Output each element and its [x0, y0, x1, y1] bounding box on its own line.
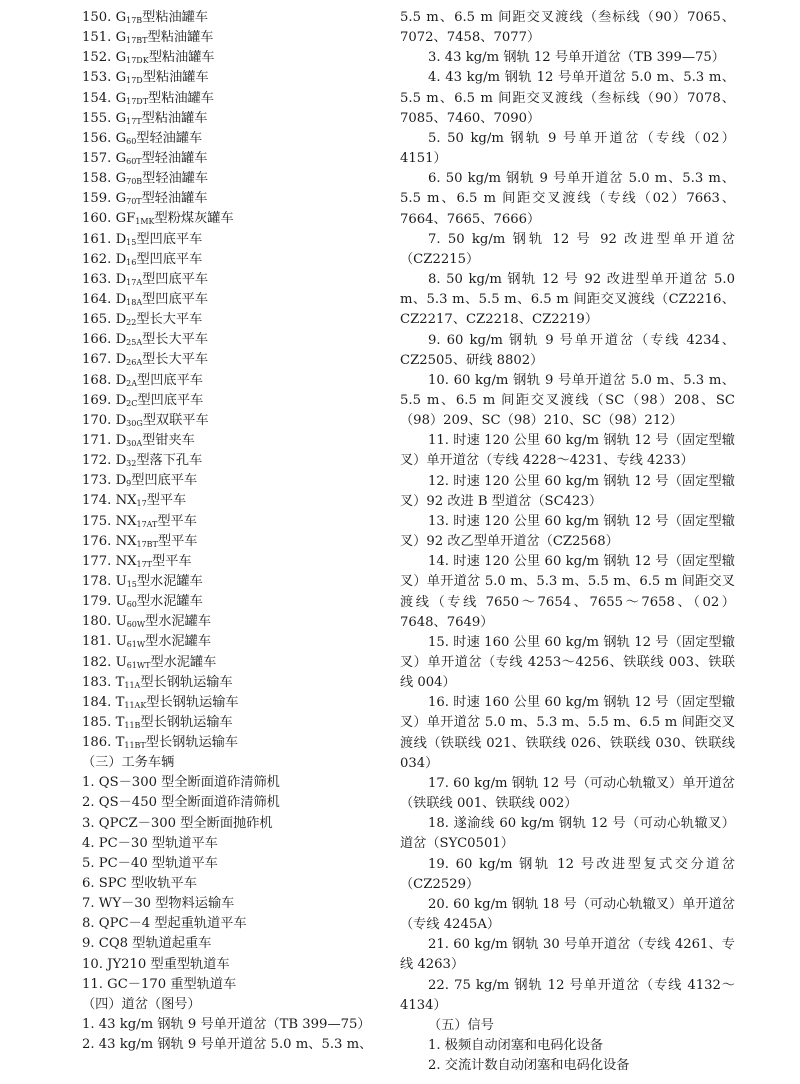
model-letters: T — [115, 674, 125, 690]
model-subscript: 32 — [126, 459, 137, 469]
list-item — [82, 411, 382, 431]
list-item — [82, 854, 382, 874]
item-number: 158. — [82, 171, 116, 187]
model-subscript: 60 — [126, 136, 137, 146]
item-number: 179. — [82, 594, 116, 610]
model-subscript: 61W — [126, 640, 146, 650]
model-subscript: 17T — [136, 559, 153, 569]
item-text: 型长钢轨运输车 — [140, 674, 233, 690]
item-number: 178. — [82, 573, 116, 589]
list-item — [82, 68, 382, 88]
list-item — [82, 471, 382, 491]
item-number: 6. SPC 型收轨平车 — [82, 876, 197, 892]
list-item — [82, 512, 382, 532]
item-number: 182. — [82, 654, 116, 670]
list-item — [82, 270, 382, 290]
model-subscript: 17B — [126, 16, 143, 25]
item-text: 型凹底平车 — [136, 251, 203, 267]
model-letters: D — [115, 291, 127, 307]
list-item — [82, 834, 382, 854]
item-number: 2. 43 kg/m 钢轨 9 号单开道岔 5.0 m、5.3 m、 — [82, 1037, 373, 1053]
item-number: 170. — [82, 412, 116, 428]
item-text: 型凹底平车 — [137, 372, 203, 388]
item-number: 173. — [82, 473, 116, 489]
item-number: 152. — [82, 50, 116, 66]
item-text: 型水泥罐车 — [136, 594, 203, 610]
list-item — [82, 290, 382, 310]
item-number: 186. — [82, 735, 116, 751]
model-letters: D — [115, 372, 127, 388]
model-letters: NX — [115, 553, 137, 569]
model-subscript: 17A — [126, 277, 143, 287]
item-number: 160. — [82, 211, 116, 227]
item-number: 7. WY－30 型物料运输车 — [82, 896, 235, 912]
model-letters: D — [115, 312, 127, 328]
item-text: 型水泥罐车 — [145, 634, 212, 650]
item-number: 184. — [82, 694, 116, 710]
item-text: 型粘油罐车 — [142, 10, 209, 25]
paragraph: 11. 时速 120 公里 60 kg/m 钢轨 12 号（固定型辙叉）单开道岔（专线 4228～4231、专线 4233） — [400, 433, 735, 469]
list-item — [82, 48, 382, 68]
item-number: 10. JY210 型重型轨道车 — [82, 956, 230, 972]
item-number: 153. — [82, 70, 116, 86]
list-item — [82, 250, 382, 270]
item-number: 166. — [82, 332, 116, 348]
paragraph: 21. 60 kg/m 钢轨 30 号单开道岔（专线 4261、专线 4263） — [400, 937, 735, 973]
model-letters: T — [115, 714, 125, 730]
item-text: 型凹底平车 — [131, 473, 198, 489]
item-text: 型水泥罐车 — [136, 573, 203, 589]
paragraph: （五）信号 — [428, 1017, 494, 1033]
item-number: 8. QPC－4 型起重轨道平车 — [82, 916, 247, 932]
item-text: 型平车 — [146, 493, 187, 509]
model-subscript: 11B — [124, 720, 141, 730]
item-number: 4. PC－30 型轨道平车 — [82, 835, 218, 851]
list-item — [82, 955, 382, 975]
item-number: 11. GC－170 重型轨道车 — [82, 976, 237, 992]
model-letters: U — [115, 594, 127, 610]
list-item — [82, 914, 382, 934]
item-text: 型粘油罐车 — [148, 50, 215, 66]
model-subscript: 15 — [126, 237, 137, 247]
model-subscript: 15 — [126, 579, 137, 589]
item-number: 172. — [82, 453, 116, 469]
list-item — [82, 1035, 382, 1055]
list-item — [82, 814, 382, 834]
item-text: 型长钢轨运输车 — [145, 735, 239, 751]
list-item — [82, 89, 382, 109]
item-text: 型钳夹车 — [142, 432, 195, 448]
model-subscript: 17 — [136, 499, 147, 509]
paragraph: 18. 遂渝线 60 kg/m 钢轨 12 号（可动心轨辙叉）道岔（SYC0501） — [400, 816, 735, 852]
model-subscript: 26A — [126, 358, 143, 368]
item-number: （四）道岔（图号） — [82, 996, 201, 1012]
item-number: 163. — [82, 271, 116, 287]
item-text: 型粉煤灰罐车 — [154, 211, 234, 227]
paragraph: 5.5 m、6.5 m 间距交叉渡线（叁标线（90）7065、7072、7458、7077） — [400, 10, 735, 46]
item-text: 型轻油罐车 — [142, 171, 209, 187]
model-letters: G — [115, 150, 127, 166]
item-number: 5. PC－40 型轨道平车 — [82, 855, 218, 871]
model-subscript: 17AT — [136, 519, 158, 529]
list-item — [82, 713, 382, 733]
list-item — [82, 330, 382, 350]
list-item — [82, 350, 382, 370]
paragraph: 6. 50 kg/m 钢轨 9 号单开道岔 5.0 m、5.3 m、5.5 m、6.5 m 间距交叉渡线（专线（02）7663、7664、7665、7666） — [400, 171, 735, 227]
item-number: 157. — [82, 150, 116, 166]
model-letters: G — [115, 70, 127, 86]
model-subscript: 70T — [126, 197, 142, 207]
item-number: 175. — [82, 513, 116, 529]
paragraph: 4. 43 kg/m 钢轨 12 号单开道岔 5.0 m、5.3 m、5.5 m、6.5 m 间距交叉渡线（叁标线（90）7078、7085、7460、7090） — [400, 70, 735, 126]
model-letters: D — [115, 231, 127, 247]
item-text: 型轻油罐车 — [141, 191, 208, 207]
item-number: 151. — [82, 30, 116, 46]
item-number: 169. — [82, 392, 116, 408]
model-letters: GF — [115, 211, 136, 227]
paragraph: 5. 50 kg/m 钢轨 9 号单开道岔（专线（02）4151） — [400, 130, 735, 167]
item-number: 177. — [82, 553, 116, 569]
item-text: 型长大平车 — [136, 312, 203, 328]
item-text: 型落下孔车 — [136, 453, 203, 469]
list-item — [82, 995, 382, 1015]
model-letters: D — [115, 271, 127, 287]
right-column — [400, 8, 735, 1076]
model-subscript: 11AK — [124, 700, 147, 710]
model-subscript: 2A — [126, 378, 138, 388]
left-column — [82, 8, 382, 1055]
paragraph: 17. 60 kg/m 钢轨 12 号（可动心轨辙叉）单开道岔（铁联线 001、铁联线 002） — [400, 775, 735, 812]
model-letters: T — [115, 735, 125, 751]
model-letters: T — [115, 694, 125, 710]
paragraph: 9. 60 kg/m 钢轨 9 号单开道岔（专线 4234、CZ2505、研线 8802） — [400, 332, 735, 368]
model-letters: U — [115, 614, 127, 630]
model-letters: G — [115, 130, 127, 146]
item-text: 型粘油罐车 — [147, 30, 214, 46]
paragraph: 10. 60 kg/m 钢轨 9 号单开道岔 5.0 m、5.3 m、5.5 m、6.5 m 间距交叉渡线（SC（98）208、SC（98）209、SC（98）210、SC（98）212） — [400, 372, 735, 429]
list-item — [82, 209, 382, 229]
item-text: 型长钢轨运输车 — [140, 714, 233, 730]
list-item — [82, 632, 382, 652]
list-item — [82, 169, 382, 189]
model-letters: NX — [115, 513, 137, 529]
item-number: 2. QS－450 型全断面道砟清筛机 — [82, 795, 280, 811]
list-item — [82, 8, 382, 28]
model-subscript: 1MK — [135, 217, 155, 227]
model-subscript: 2C — [126, 398, 138, 408]
item-number: 181. — [82, 634, 116, 650]
list-item — [82, 109, 382, 129]
item-number: 171. — [82, 432, 116, 448]
list-item — [82, 612, 382, 632]
model-letters: G — [115, 50, 127, 66]
item-number: 161. — [82, 231, 116, 247]
paragraph: 15. 时速 160 公里 60 kg/m 钢轨 12 号（固定型辙叉）单开道岔（专线 4253～4256、铁联线 003、铁联线 004） — [400, 634, 735, 691]
list-item — [82, 592, 382, 612]
item-text: 型水泥罐车 — [145, 614, 212, 630]
model-subscript: 17DK — [126, 56, 149, 66]
item-number: 183. — [82, 674, 116, 690]
paragraph: 22. 75 kg/m 钢轨 12 号单开道岔（专线 4132～4134） — [400, 977, 735, 1013]
item-text: 型长大平车 — [142, 352, 209, 368]
item-number: 162. — [82, 251, 116, 267]
item-number: 185. — [82, 714, 116, 730]
list-item — [82, 793, 382, 813]
item-number: 167. — [82, 352, 116, 368]
item-number: 180. — [82, 614, 116, 630]
model-letters: G — [115, 191, 127, 207]
model-subscript: 30G — [126, 418, 143, 428]
model-subscript: 18A — [126, 297, 143, 307]
model-letters: G — [115, 90, 127, 106]
model-letters: D — [115, 352, 127, 368]
paragraph: 8. 50 kg/m 钢轨 12 号 92 改进型单开道岔 5.0 m、5.3 m、5.5 m、6.5 m 间距交叉渡线（CZ2216、CZ2217、CZ2218、CZ2219） — [400, 272, 735, 328]
model-letters: D — [115, 251, 127, 267]
list-item — [82, 1015, 382, 1035]
model-subscript: 60 — [126, 600, 137, 610]
model-letters: D — [115, 473, 127, 489]
model-letters: U — [115, 573, 127, 589]
model-letters: G — [115, 10, 127, 25]
model-letters: U — [115, 634, 127, 650]
list-item — [82, 874, 382, 894]
item-text: 型凹底平车 — [142, 271, 209, 287]
paragraph: 14. 时速 120 公里 60 kg/m 钢轨 12 号（固定型辙叉）单开道岔 5.0 m、5.3 m、5.5 m、6.5 m 间距交叉渡线（专线 7650～7654、7655～7658、（02）7648、7649） — [400, 554, 735, 630]
item-number: 176. — [82, 533, 116, 549]
list-item — [82, 693, 382, 713]
model-subscript: 17BT — [136, 539, 158, 549]
item-text: 型平车 — [157, 533, 198, 549]
list-item — [82, 431, 382, 451]
model-subscript: 61WT — [126, 660, 151, 670]
item-number: 154. — [82, 90, 116, 106]
item-number: （三）工务车辆 — [82, 755, 175, 771]
list-item — [82, 149, 382, 169]
paragraph: 16. 时速 160 公里 60 kg/m 钢轨 12 号（固定型辙叉）单开道岔 5.0 m、5.3 m、5.5 m、6.5 m 间距交叉渡线（铁联线 021、铁联线 026、铁联线 030、铁联线 034） — [400, 695, 735, 771]
paragraph: 13. 时速 120 公里 60 kg/m 钢轨 12 号（固定型辙叉）92 改乙型单开道岔（CZ2568） — [400, 513, 735, 550]
item-text: 型粘油罐车 — [148, 90, 214, 106]
model-letters: G — [115, 30, 127, 46]
paragraph: 19. 60 kg/m 钢轨 12 号改进型复式交分道岔（CZ2529） — [400, 856, 735, 892]
list-item — [82, 189, 382, 209]
item-number: 156. — [82, 130, 116, 146]
item-text: 型粘油罐车 — [141, 110, 208, 126]
item-text: 型长大平车 — [142, 332, 209, 348]
item-number: 174. — [82, 493, 116, 509]
list-item — [82, 129, 382, 149]
model-subscript: 17BT — [126, 36, 148, 46]
list-item — [82, 753, 382, 773]
list-item — [82, 572, 382, 592]
model-subscript: 11A — [124, 680, 141, 690]
item-number: 164. — [82, 291, 116, 307]
list-item — [82, 653, 382, 673]
model-letters: D — [115, 453, 127, 469]
model-subscript: 11BT — [124, 741, 146, 751]
list-item — [82, 552, 382, 572]
item-number: 159. — [82, 191, 116, 207]
item-text: 型凹底平车 — [142, 291, 209, 307]
item-number: 1. QS－300 型全断面道砟清筛机 — [82, 775, 280, 791]
item-number: 1. 43 kg/m 钢轨 9 号单开道岔（TB 399—75） — [82, 1017, 371, 1033]
item-number: 168. — [82, 372, 116, 388]
model-subscript: 60W — [126, 620, 146, 630]
model-letters: G — [115, 171, 127, 187]
item-text: 型双联平车 — [142, 412, 209, 428]
model-subscript: 22 — [126, 318, 137, 328]
model-subscript: 17D — [126, 76, 143, 86]
list-item — [82, 391, 382, 411]
list-item — [82, 934, 382, 954]
model-subscript: 60T — [126, 156, 142, 166]
model-letters: G — [115, 110, 127, 126]
item-text: 型粘油罐车 — [142, 70, 209, 86]
item-text: 型轻油罐车 — [136, 130, 203, 146]
paragraph: 3. 43 kg/m 钢轨 12 号单开道岔（TB 399—75） — [428, 50, 725, 66]
paragraph: 7. 50 kg/m 钢轨 12 号 92 改进型单开道岔（CZ2215） — [400, 231, 735, 267]
model-letters: D — [115, 392, 127, 408]
paragraph: 2. 交流计数自动闭塞和电码化设备 — [428, 1058, 630, 1074]
item-text: 型平车 — [157, 513, 197, 529]
model-letters: NX — [115, 533, 137, 549]
model-subscript: 16 — [126, 257, 137, 267]
list-item — [82, 894, 382, 914]
model-letters: D — [115, 432, 127, 448]
list-item — [82, 451, 382, 471]
list-item — [82, 975, 382, 995]
list-item — [82, 491, 382, 511]
paragraph: 1. 极频自动闭塞和电码化设备 — [428, 1037, 604, 1053]
list-item — [82, 310, 382, 330]
model-letters: U — [115, 654, 127, 670]
list-item — [82, 733, 382, 753]
model-subscript: 17T — [126, 116, 142, 126]
model-subscript: 17DT — [126, 96, 149, 106]
list-item — [82, 773, 382, 793]
item-number: 165. — [82, 312, 116, 328]
model-subscript: 70B — [126, 177, 143, 187]
paragraph: 12. 时速 120 公里 60 kg/m 钢轨 12 号（固定型辙叉）92 改进 B 型道岔（SC423） — [400, 473, 735, 509]
item-number: 150. — [82, 10, 116, 25]
item-text: 型平车 — [152, 553, 192, 569]
list-item — [82, 532, 382, 552]
item-number: 155. — [82, 110, 116, 126]
list-item — [82, 371, 382, 391]
item-text: 型凹底平车 — [136, 231, 203, 247]
model-subscript: 25A — [126, 338, 143, 348]
item-text: 型水泥罐车 — [150, 654, 217, 670]
model-subscript: 9 — [126, 479, 132, 489]
model-subscript: 30A — [126, 438, 143, 448]
paragraph: 20. 60 kg/m 钢轨 18 号（可动心轨辙叉）单开道岔（专线 4245A） — [400, 896, 735, 933]
model-letters: D — [115, 412, 127, 428]
list-item — [82, 28, 382, 48]
item-text: 型轻油罐车 — [141, 150, 208, 166]
item-number: 3. QPCZ－300 型全断面抛砟机 — [82, 815, 273, 831]
item-text: 型长钢轨运输车 — [146, 694, 239, 710]
list-item — [82, 673, 382, 693]
model-letters: NX — [115, 493, 137, 509]
item-number: 9. CQ8 型轨道起重车 — [82, 936, 212, 952]
model-letters: D — [115, 332, 127, 348]
list-item — [82, 230, 382, 250]
item-text: 型凹底平车 — [137, 392, 204, 408]
